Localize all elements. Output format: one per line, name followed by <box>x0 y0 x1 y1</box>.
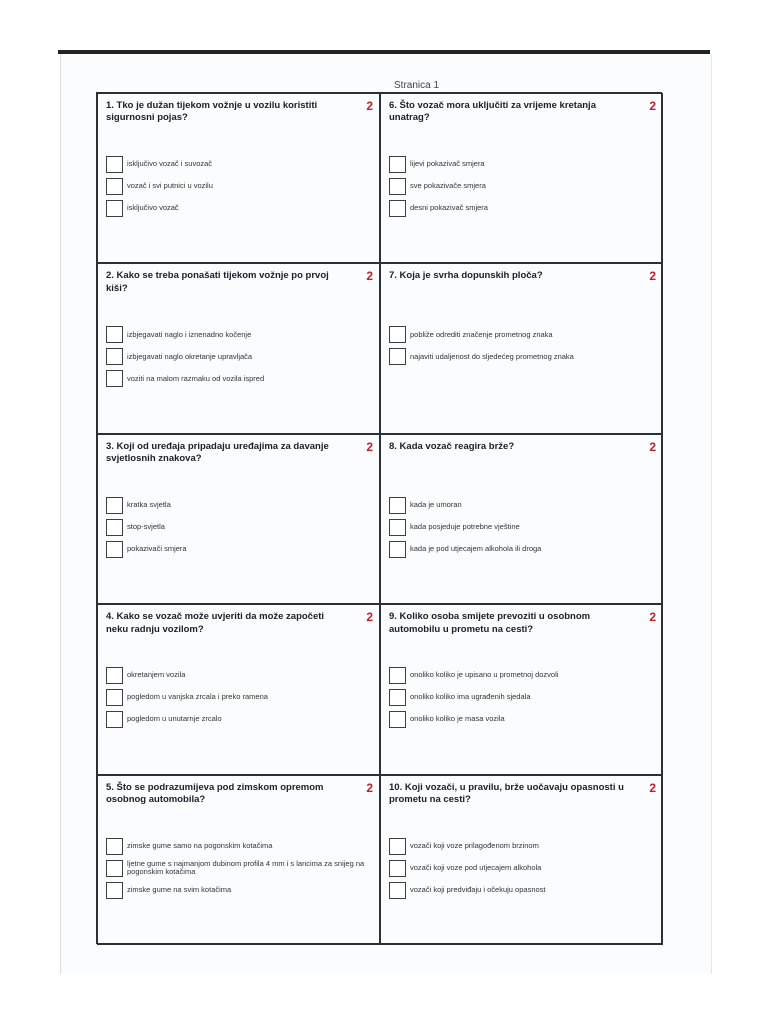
answer-label: lijevi pokazivač smjera <box>410 159 485 169</box>
question-points: 2 <box>366 780 373 795</box>
answer-option[interactable] <box>389 497 656 514</box>
question-text: 5. Što se podrazumijeva pod zimskom opremom osobnog automobila? <box>106 781 324 805</box>
answer-label: kada je umoran <box>410 499 462 509</box>
question-text: 3. Koji od uređaja pripadaju uređajima za davanje svjetlosnih znakova? <box>106 440 329 465</box>
answer-checkbox[interactable] <box>106 689 123 706</box>
answer-label: pobliže odrediti značenje prometnog znaka <box>410 329 553 339</box>
question-grid <box>96 92 662 944</box>
answer-label: onoliko koliko je upisano u prometnoj dozvoli <box>410 670 559 680</box>
answer-label: pogledom u unutarnje zrcalo <box>127 714 222 724</box>
answer-checkbox[interactable] <box>106 178 123 195</box>
answer-option[interactable] <box>389 156 656 173</box>
answer-label: zimske gume samo na pogonskim kotačima <box>127 840 273 850</box>
answer-label: pogledom u vanjska zrcala i preko ramena <box>127 692 268 702</box>
question-points: 2 <box>366 439 373 454</box>
question-cell <box>380 263 663 433</box>
question-cell <box>97 434 380 604</box>
question-text: 8. Kada vozač reagira brže? <box>389 440 515 452</box>
answer-option[interactable] <box>389 711 656 728</box>
answer-checkbox[interactable] <box>389 667 406 684</box>
answer-option[interactable] <box>389 326 656 343</box>
answer-label: isključivo vozač <box>127 203 179 213</box>
answer-option[interactable] <box>106 689 373 706</box>
answer-label: izbjegavati naglo okretanje upravljača <box>127 351 253 361</box>
answer-option[interactable] <box>106 541 373 558</box>
answer-list <box>389 156 656 222</box>
answer-checkbox[interactable] <box>389 348 406 365</box>
answer-label: vozač i svi putnici u vozilu <box>127 181 213 191</box>
answer-option[interactable] <box>106 326 373 343</box>
question-text: 6. Što vozač mora uključiti za vrijeme kretanja unatrag? <box>389 100 596 124</box>
answer-checkbox[interactable] <box>106 156 123 173</box>
answer-checkbox[interactable] <box>106 370 123 387</box>
answer-checkbox[interactable] <box>389 519 406 536</box>
answer-option[interactable] <box>106 156 373 173</box>
answer-option[interactable] <box>106 711 373 728</box>
answer-checkbox[interactable] <box>389 326 406 343</box>
question-points: 2 <box>366 610 373 625</box>
answer-label: vozači koji predviđaju i očekuju opasnost <box>410 884 546 894</box>
answer-option[interactable] <box>106 838 373 855</box>
question-points: 2 <box>649 780 656 795</box>
answer-checkbox[interactable] <box>106 667 123 684</box>
answer-checkbox[interactable] <box>389 497 406 514</box>
answer-checkbox[interactable] <box>106 882 123 899</box>
answer-option[interactable] <box>106 178 373 195</box>
question-text: 4. Kako se vozač može uvjeriti da može započeti neku radnju vozilom? <box>106 611 325 635</box>
answer-label: okretanjem vozila <box>127 670 186 680</box>
answer-checkbox[interactable] <box>106 541 123 558</box>
answer-list <box>389 497 656 563</box>
question-cell <box>97 263 380 433</box>
answer-option[interactable] <box>389 882 656 899</box>
question-cell <box>380 604 663 774</box>
answer-label: isključivo vozač i suvozač <box>127 159 213 169</box>
answer-option[interactable] <box>106 882 373 899</box>
answer-option[interactable] <box>389 519 656 536</box>
answer-option[interactable] <box>389 689 656 706</box>
answer-option[interactable] <box>106 667 373 684</box>
answer-option[interactable] <box>106 860 373 877</box>
answer-label: sve pokazivače smjera <box>410 181 486 191</box>
answer-checkbox[interactable] <box>106 860 123 877</box>
answer-list <box>106 156 373 222</box>
answer-option[interactable] <box>389 200 656 217</box>
answer-option[interactable] <box>389 541 656 558</box>
answer-option[interactable] <box>389 860 656 877</box>
question-cell <box>380 434 663 604</box>
answer-checkbox[interactable] <box>106 519 123 536</box>
answer-option[interactable] <box>106 370 373 387</box>
answer-option[interactable] <box>389 838 656 855</box>
answer-label: kratka svjetla <box>127 499 171 509</box>
answer-list <box>389 667 656 733</box>
question-cell <box>97 775 380 945</box>
answer-checkbox[interactable] <box>106 348 123 365</box>
question-points: 2 <box>649 99 656 113</box>
answer-option[interactable] <box>106 519 373 536</box>
question-points: 2 <box>649 269 656 284</box>
answer-label: pokazivači smjera <box>127 543 187 553</box>
question-text: 7. Koja je svrha dopunskih ploča? <box>389 270 543 282</box>
question-cell <box>380 93 663 263</box>
answer-list <box>106 497 373 563</box>
answer-label: stop-svjetla <box>127 521 165 531</box>
question-points: 2 <box>649 439 656 454</box>
question-text: 2. Kako se treba ponašati tijekom vožnje po prvoj kiši? <box>106 270 329 294</box>
answer-label: voziti na malom razmaku od vozila ispred <box>127 373 265 383</box>
answer-checkbox[interactable] <box>106 497 123 514</box>
answer-checkbox[interactable] <box>389 711 406 728</box>
question-text: 1. Tko je dužan tijekom vožnje u vozilu koristiti sigurnosni pojas? <box>106 100 318 124</box>
answer-label: kada je pod utjecajem alkohola ili droga <box>410 543 542 553</box>
answer-checkbox[interactable] <box>389 156 406 173</box>
answer-checkbox[interactable] <box>106 200 123 217</box>
question-points: 2 <box>366 269 373 284</box>
answer-checkbox[interactable] <box>106 326 123 343</box>
answer-option[interactable] <box>106 200 373 217</box>
answer-list <box>106 326 373 392</box>
question-text: 9. Koliko osoba smijete prevoziti u osobnom automobilu u prometu na cesti? <box>389 611 591 635</box>
answer-label: onoliko koliko ima ugrađenih sjedala <box>410 692 531 702</box>
answer-checkbox[interactable] <box>389 689 406 706</box>
answer-label: vozači koji voze prilagođenom brzinom <box>410 840 539 850</box>
question-points: 2 <box>649 610 656 625</box>
answer-option[interactable] <box>106 348 373 365</box>
answer-list <box>389 326 656 370</box>
answer-checkbox[interactable] <box>389 838 406 855</box>
answer-label: zimske gume na svim kotačima <box>127 885 232 894</box>
answer-list <box>106 667 373 733</box>
answer-label: ljetne gume s najmanjom dubinom profila 4 mm i s lancima za snijeg na pogonskim kotačima <box>127 858 365 877</box>
question-text: 10. Koji vozači, u pravilu, brže uočavaju opasnosti u prometu na cesti? <box>389 781 624 805</box>
answer-option[interactable] <box>389 348 656 365</box>
answer-label: desni pokazivač smjera <box>410 203 488 213</box>
answer-option[interactable] <box>389 178 656 195</box>
answer-option[interactable] <box>106 497 373 514</box>
answer-checkbox[interactable] <box>106 838 123 855</box>
question-points: 2 <box>366 99 373 113</box>
answer-checkbox[interactable] <box>389 882 406 899</box>
answer-checkbox[interactable] <box>389 860 406 877</box>
answer-checkbox[interactable] <box>389 200 406 217</box>
answer-label: najaviti udaljenost do sljedećeg prometnog znaka <box>410 351 574 361</box>
answer-checkbox[interactable] <box>389 178 406 195</box>
answer-label: onoliko koliko je masa vozila <box>410 714 505 724</box>
answer-list <box>389 838 656 904</box>
answer-list <box>106 838 373 904</box>
answer-label: kada posjeduje potrebne vještine <box>410 521 520 531</box>
page-label: Stranica 1 <box>394 80 440 91</box>
question-cell <box>97 604 380 774</box>
answer-option[interactable] <box>389 667 656 684</box>
answer-label: vozači koji voze pod utjecajem alkohola <box>410 862 542 872</box>
question-cell <box>380 775 663 945</box>
question-cell <box>97 93 380 263</box>
answer-checkbox[interactable] <box>389 541 406 558</box>
answer-label: izbjegavati naglo i iznenadno kočenje <box>127 329 252 339</box>
answer-checkbox[interactable] <box>106 711 123 728</box>
